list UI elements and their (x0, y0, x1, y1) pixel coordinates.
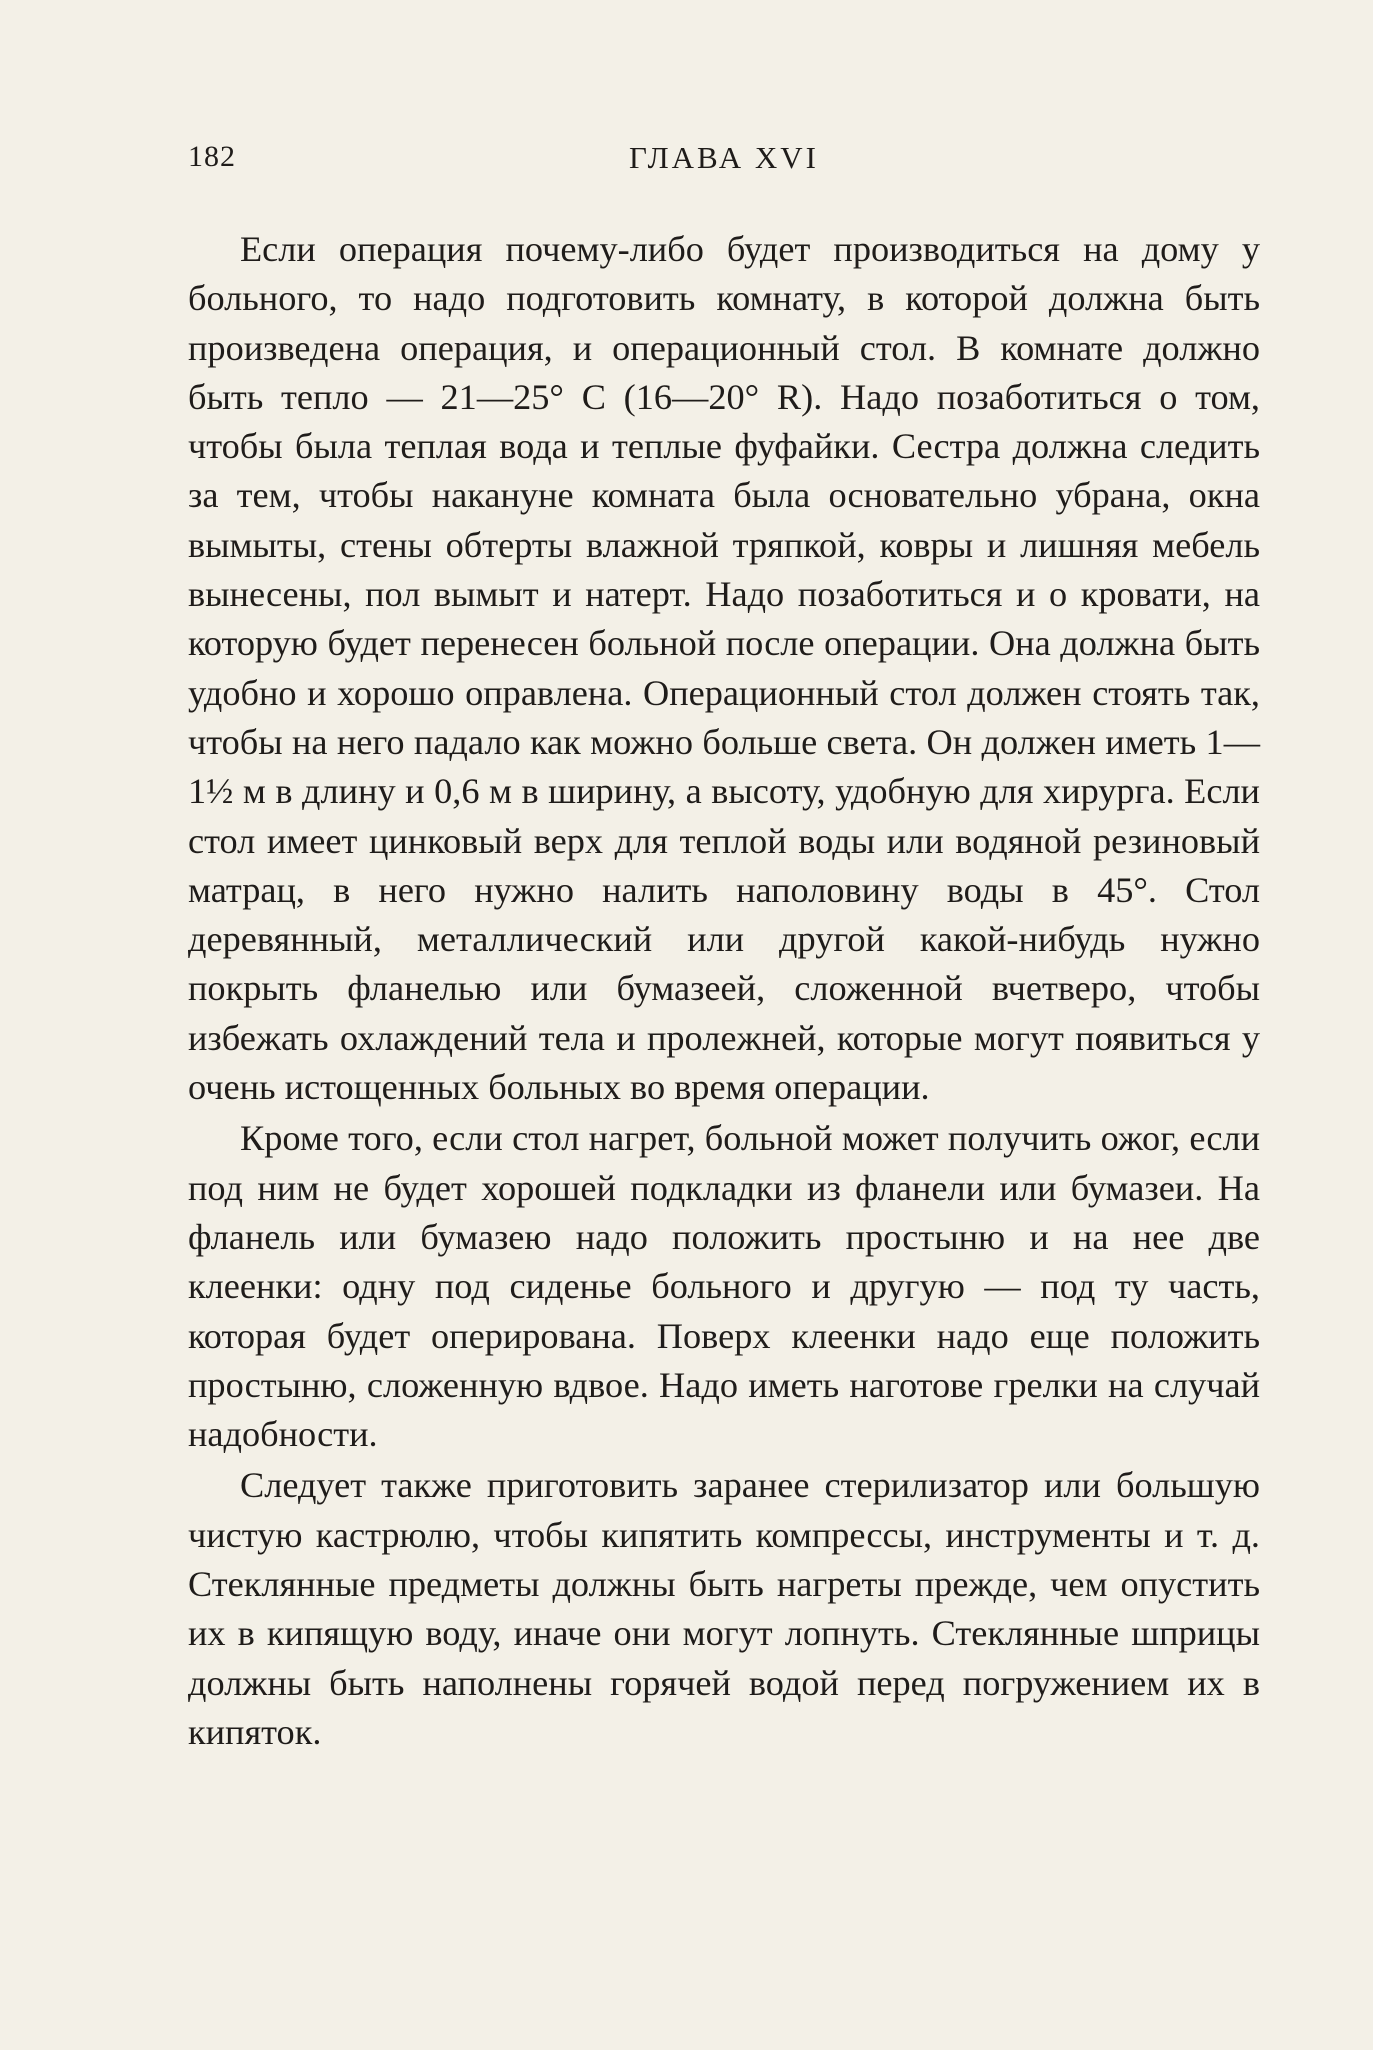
paragraph: Кроме того, если стол нагрет, больной может получить ожог, если под ним не будет хорошей подкладки из фланели или бумазеи. На фланель или бумазею надо положить простыню и на нее две клеенки: одну под сиденье больного и другую — под ту часть, которая будет оперирована. Поверх клеенки надо еще положить простыню, сложенную вдвое. Надо иметь наготове грелки на случай надобности. (188, 1118, 1260, 1455)
body-text (188, 225, 1260, 1757)
paragraph: Если операция почему-либо будет производиться на дому у больного, то надо подготовить комнату, в которой должна быть произведена операция, и операционный стол. В комнате должно быть тепло — 21—25° С (16—20° R). Надо позаботиться о том, чтобы была теплая вода и теплые фуфайки. Сестра должна следить за тем, чтобы накануне комната была основательно убрана, окна вымыты, стены обтерты влажной тряпкой, ковры и лишняя мебель вынесены, пол вымыт и натерт. Надо позаботиться и о кровати, на которую будет перенесен больной после операции. Она должна быть удобно и хорошо оправлена. Операционный стол должен стоять так, чтобы на него падало как можно больше света. Он должен иметь 1—1½ м в длину и 0,6 м в ширину, а высоту, удобную для хирурга. Если стол имеет цинковый верх для теплой воды или водяной резиновый матрац, в него нужно налить наполовину воды в 45°. Стол деревянный, металлический или другой какой-нибудь нужно покрыть фланелью или бумазеей, сложенной вчетверо, чтобы избежать охлаждений тела и пролежней, которые могут появиться у очень истощенных больных во время операции. (188, 229, 1260, 1108)
paragraph: Следует также приготовить заранее стерилизатор или большую чистую кастрюлю, чтобы кипятить компрессы, инструменты и т. д. Стеклянные предметы должны быть нагреты прежде, чем опустить их в кипящую воду, иначе они могут лопнуть. Стеклянные шприцы должны быть наполнены горячей водой перед погружением их в кипяток. (188, 1465, 1260, 1752)
page-number: 182 (188, 140, 236, 173)
chapter-running-head: ГЛАВА XVI (629, 140, 819, 175)
page-header (188, 140, 1260, 190)
